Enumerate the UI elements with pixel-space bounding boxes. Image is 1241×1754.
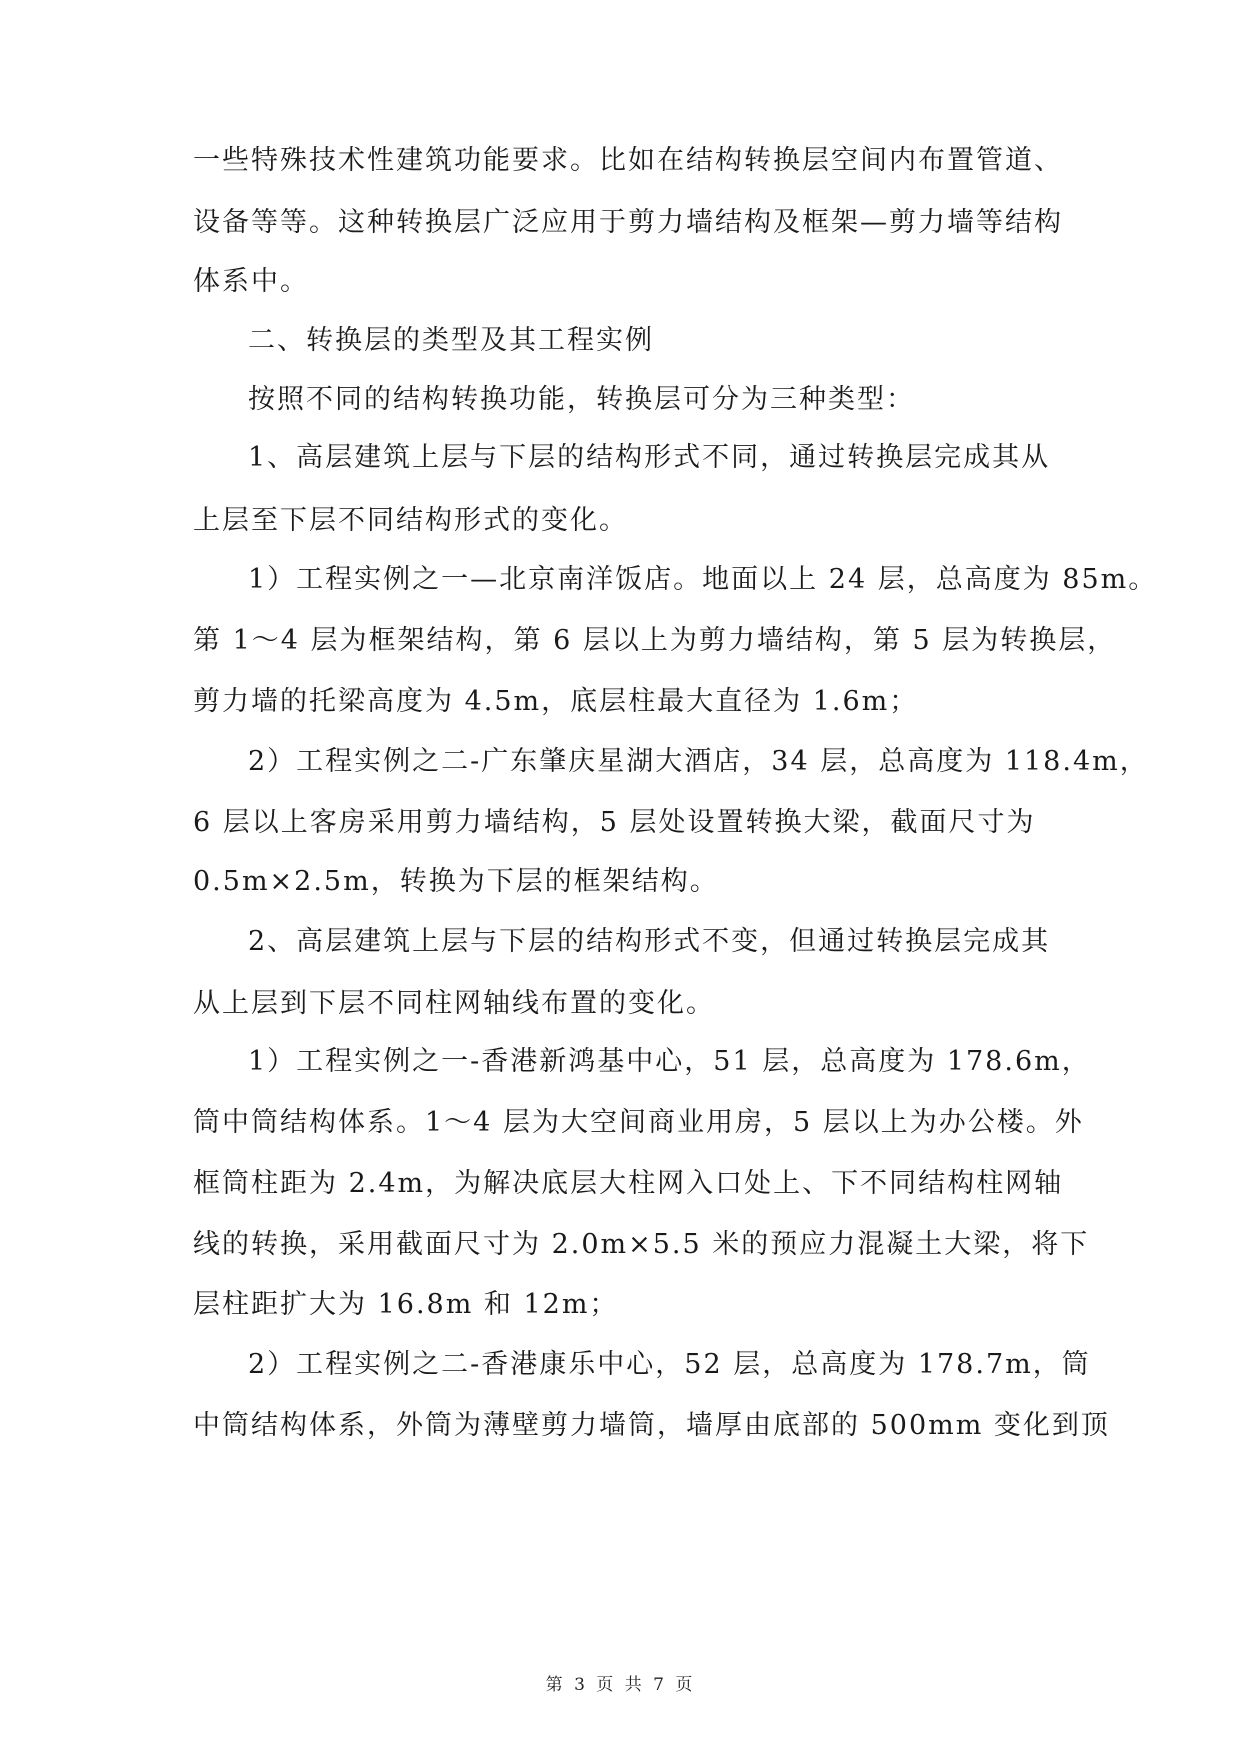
text-line: 1）工程实例之一-香港新鸿基中心，51 层，总高度为 178.6m， — [248, 1046, 1091, 1077]
section-heading: 二、转换层的类型及其工程实例 — [248, 325, 654, 356]
text-line: 线的转换，采用截面尺寸为 2.0m×5.5 米的预应力混凝土大梁，将下 — [193, 1229, 1090, 1260]
text-line: 6 层以上客房采用剪力墙结构，5 层处设置转换大梁，截面尺寸为 — [193, 807, 1036, 838]
text-line: 1、高层建筑上层与下层的结构形式不同，通过转换层完成其从 — [248, 442, 1051, 473]
text-line: 中筒结构体系，外筒为薄壁剪力墙筒，墙厚由底部的 500mm 变化到顶 — [193, 1410, 1110, 1441]
text-line: 1）工程实例之一—北京南洋饭店。地面以上 24 层，总高度为 85m。 — [248, 564, 1158, 595]
text-line: 剪力墙的托梁高度为 4.5m，底层柱最大直径为 1.6m； — [193, 686, 919, 717]
text-line: 体系中。 — [193, 266, 309, 297]
text-line: 按照不同的结构转换功能，转换层可分为三种类型： — [248, 384, 915, 415]
text-line: 2）工程实例之二-广东肇庆星湖大酒店，34 层，总高度为 118.4m， — [248, 746, 1149, 777]
text-line: 2）工程实例之二-香港康乐中心，52 层，总高度为 178.7m，筒 — [248, 1349, 1091, 1380]
text-line: 第 1～4 层为框架结构，第 6 层以上为剪力墙结构，第 5 层为转换层， — [193, 625, 1117, 656]
text-line: 框筒柱距为 2.4m，为解决底层大柱网入口处上、下不同结构柱网轴 — [193, 1168, 1064, 1199]
text-line: 层柱距扩大为 16.8m 和 12m； — [193, 1289, 619, 1320]
text-line: 设备等等。这种转换层广泛应用于剪力墙结构及框架—剪力墙等结构 — [193, 207, 1063, 238]
page-number-footer: 第 3 页 共 7 页 — [545, 1675, 696, 1695]
text-line: 筒中筒结构体系。1～4 层为大空间商业用房，5 层以上为办公楼。外 — [193, 1107, 1084, 1138]
text-line: 一些特殊技术性建筑功能要求。比如在结构转换层空间内布置管道、 — [193, 145, 1063, 176]
text-line: 从上层到下层不同柱网轴线布置的变化。 — [193, 988, 715, 1019]
text-line: 0.5m×2.5m，转换为下层的框架结构。 — [193, 866, 719, 897]
text-line: 上层至下层不同结构形式的变化。 — [193, 505, 628, 536]
text-line: 2、高层建筑上层与下层的结构形式不变，但通过转换层完成其 — [248, 926, 1051, 957]
